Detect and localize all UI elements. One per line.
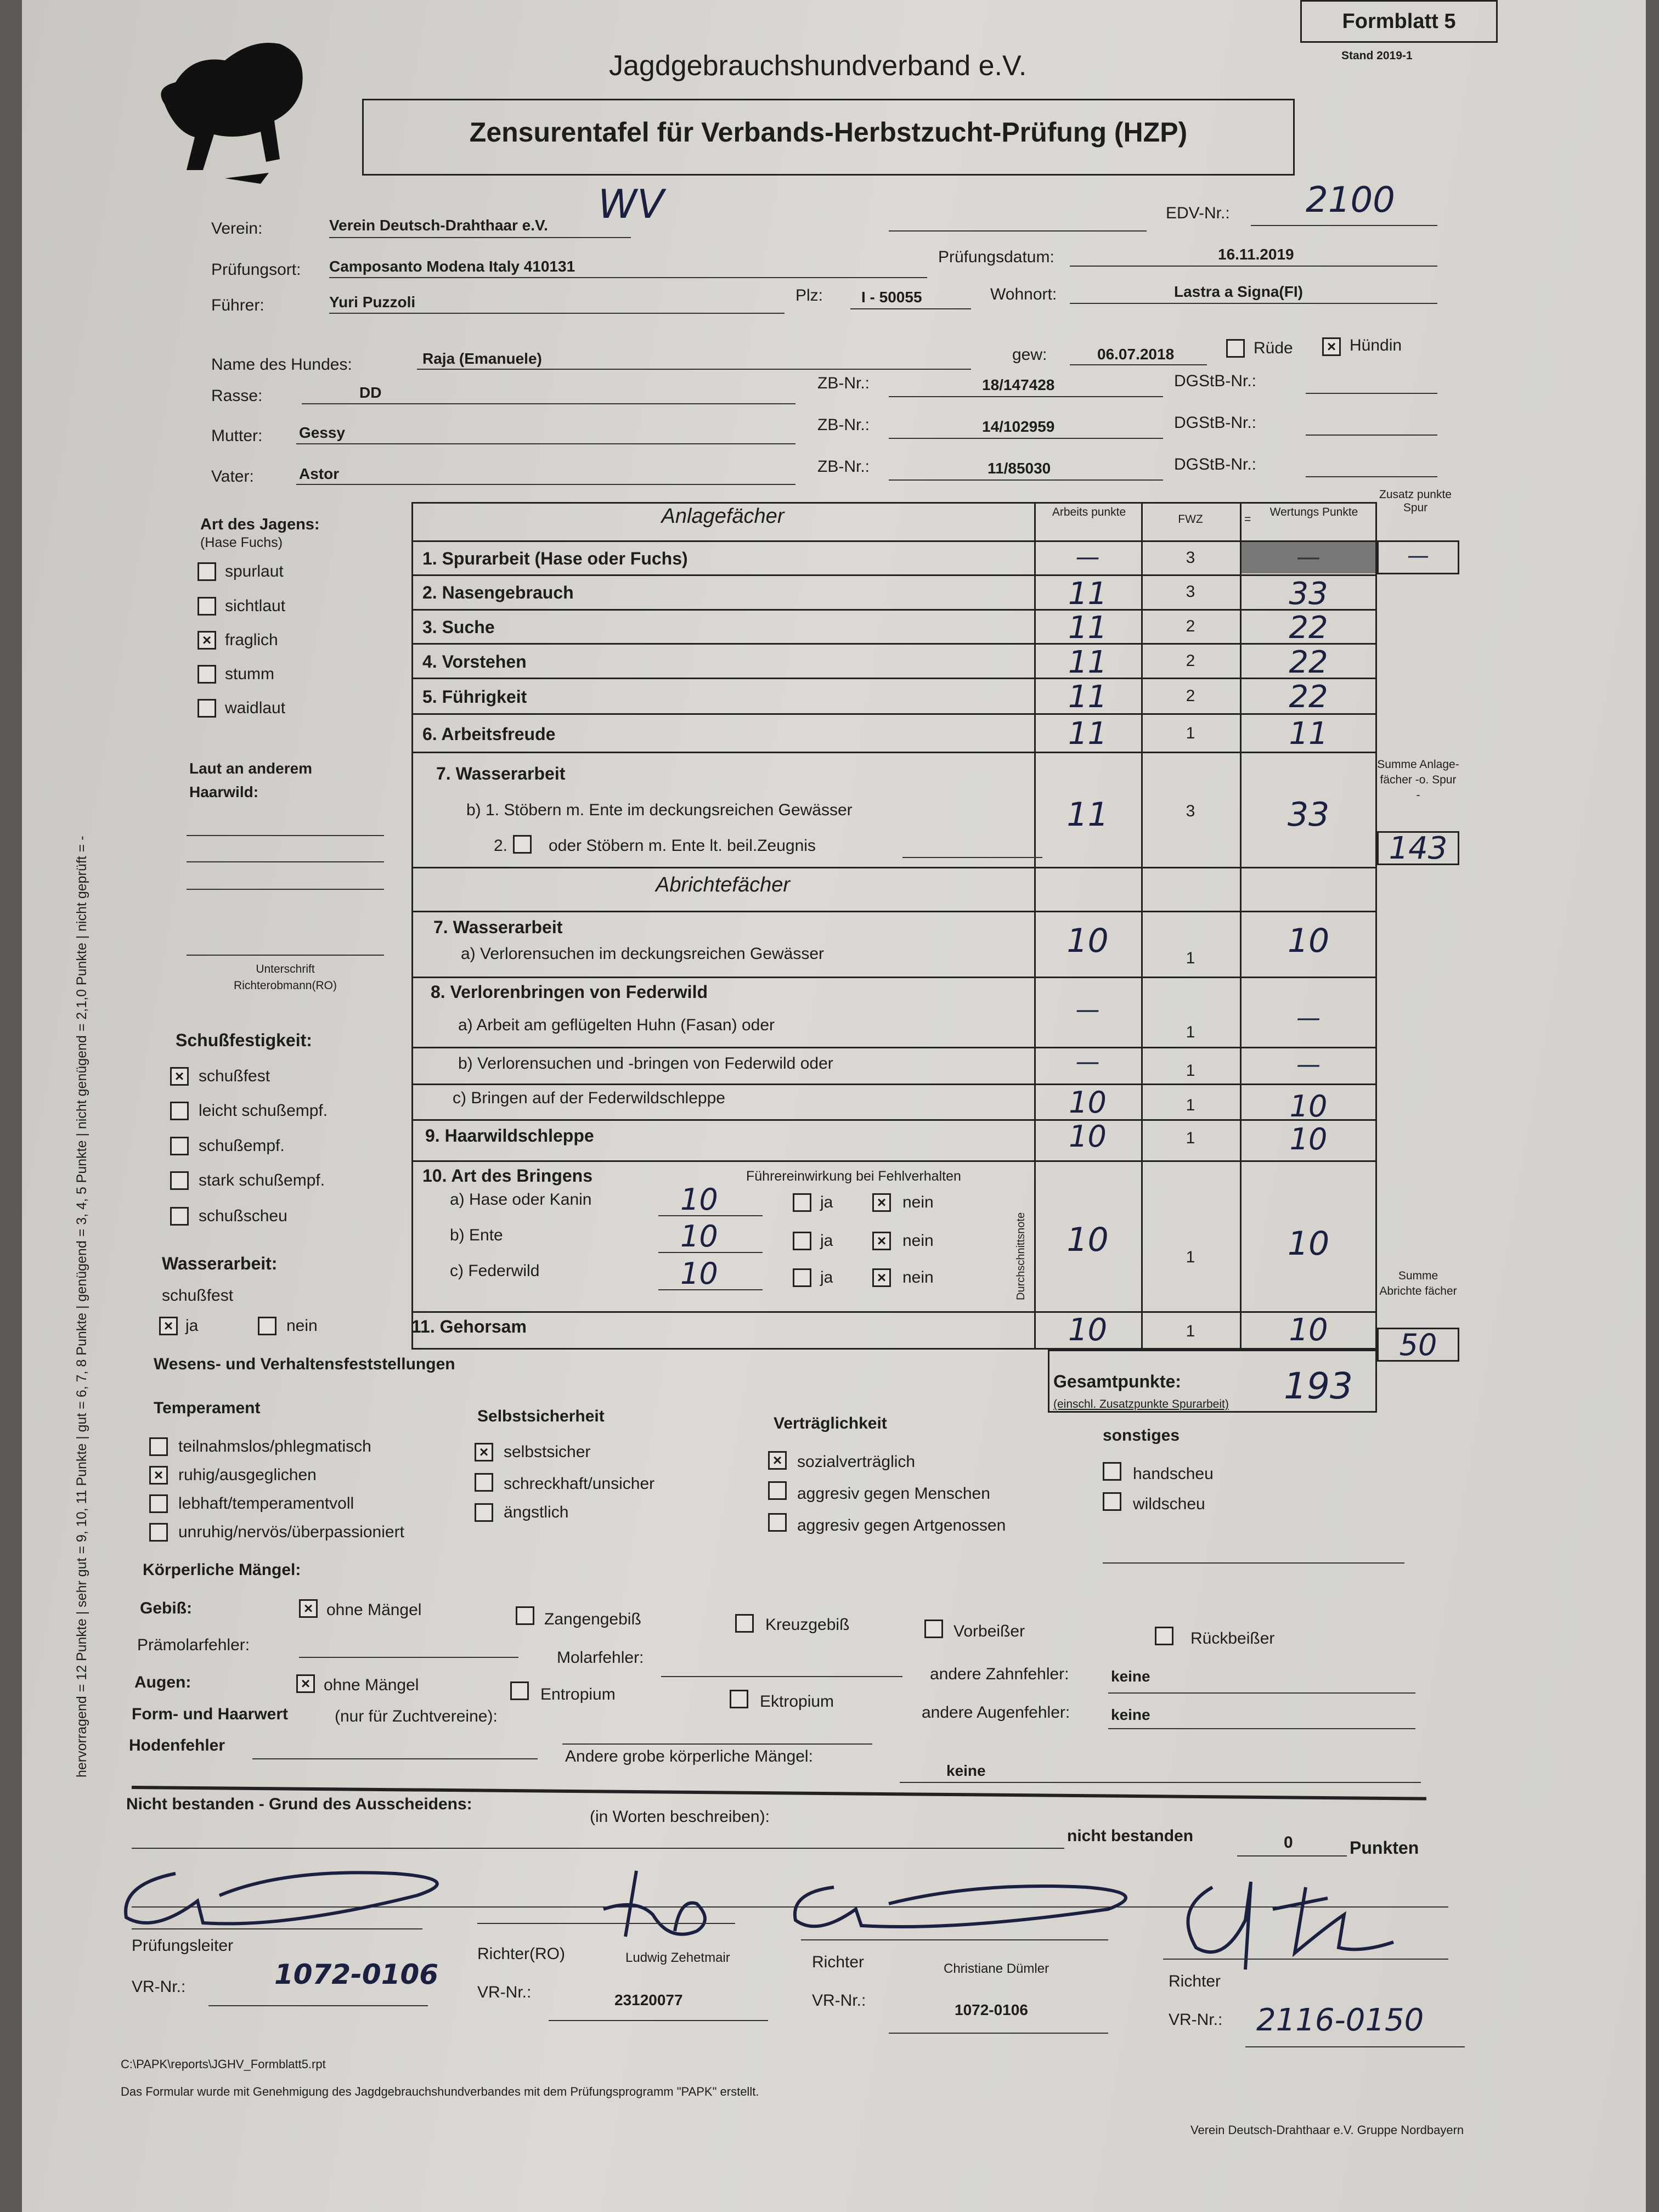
r10-ap: 10 bbox=[1066, 1221, 1109, 1259]
r2-vr-label: VR-Nr.: bbox=[812, 1991, 866, 2010]
spurlaut-label: spurlaut bbox=[225, 562, 284, 580]
anlage-header: Anlagefächer bbox=[661, 505, 785, 528]
wesen-title: Wesens- und Verhaltensfeststellungen bbox=[154, 1355, 455, 1373]
ruede-label: Rüde bbox=[1254, 339, 1293, 357]
ort-value: Camposanto Modena Italy 410131 bbox=[329, 258, 575, 275]
summe-anlage-label: Summe Anlage-fächer -o. Spur - bbox=[1377, 758, 1459, 802]
signature-richter2-icon bbox=[779, 1876, 1163, 1942]
a7-ap: 10 bbox=[1066, 922, 1109, 960]
r11-wp: 10 bbox=[1289, 1312, 1328, 1348]
wasser-b2: oder Stöbern m. Ente lt. beil.Zeugnis bbox=[549, 837, 816, 855]
org-name: Jagdgebrauchshundverband e.V. bbox=[609, 50, 1027, 82]
gebiss-label: Gebiß: bbox=[140, 1599, 192, 1617]
art-title: Art des Jagens: bbox=[200, 516, 320, 533]
r10-a-value: 10 bbox=[680, 1182, 718, 1217]
ro-label: Richter(RO) bbox=[477, 1945, 566, 1963]
fuehrigkeit-ap: 11 bbox=[1068, 679, 1108, 715]
sonst-0-label: handscheu bbox=[1133, 1465, 1214, 1483]
selbst-0-checkbox[interactable] bbox=[475, 1443, 493, 1462]
fuehrer-value: Yuri Puzzoli bbox=[329, 294, 416, 311]
nb-label: nicht bestanden bbox=[1067, 1827, 1194, 1845]
suche-ap: 11 bbox=[1068, 610, 1108, 646]
zb-label: ZB-Nr.: bbox=[817, 374, 870, 392]
vert-0-checkbox[interactable] bbox=[768, 1451, 787, 1470]
spur-fwz: 3 bbox=[1186, 549, 1195, 567]
r9-ap: 10 bbox=[1069, 1119, 1107, 1154]
r10-fwz: 1 bbox=[1186, 1248, 1195, 1266]
r9-wp: 10 bbox=[1289, 1122, 1328, 1156]
schussscheu-checkbox[interactable] bbox=[170, 1207, 189, 1226]
selbst-title: Selbstsicherheit bbox=[477, 1407, 605, 1425]
abricht-header: Abrichtefächer bbox=[655, 873, 790, 896]
leiter-vr-label: VR-Nr.: bbox=[132, 1978, 186, 1996]
temperament-title: Temperament bbox=[154, 1399, 261, 1417]
unterschrift-ro-label: Richterobmann(RO) bbox=[234, 979, 337, 992]
gew-label: gew: bbox=[1012, 346, 1047, 364]
col-fwz: FWZ bbox=[1178, 513, 1203, 526]
punkten-label: Punkten bbox=[1350, 1838, 1419, 1858]
temp-0-label: teilnahmslos/phlegmatisch bbox=[178, 1437, 371, 1455]
vert-title: Verträglichkeit bbox=[774, 1414, 887, 1432]
r10-b-nein: nein bbox=[902, 1232, 934, 1250]
koerper-title: Körperliche Mängel: bbox=[143, 1561, 301, 1579]
datum-value: 16.11.2019 bbox=[1218, 246, 1294, 263]
row-arbeitsfreude: 6. Arbeitsfreude bbox=[422, 724, 556, 744]
wasser-sub: schußfest bbox=[162, 1286, 234, 1305]
durchschnittsnote: Durchschnittsnote bbox=[1015, 1212, 1027, 1300]
mutter-value: Gessy bbox=[299, 424, 346, 441]
summe-abricht: 50 bbox=[1399, 1328, 1437, 1362]
leiter-label: Prüfungsleiter bbox=[132, 1937, 234, 1955]
row-spurarbeit: 1. Spurarbeit (Hase oder Fuchs) bbox=[422, 549, 688, 568]
spurlaut-checkbox[interactable] bbox=[198, 562, 216, 581]
plz-value: I - 50055 bbox=[861, 289, 922, 306]
schussempf-checkbox[interactable] bbox=[170, 1137, 189, 1155]
r8-c-fwz: 1 bbox=[1186, 1096, 1195, 1114]
kreuz-label: Kreuzgebiß bbox=[765, 1616, 850, 1634]
summe-anlage: 143 bbox=[1389, 831, 1448, 866]
r8-b: b) Verlorensuchen und -bringen von Federwild oder bbox=[458, 1054, 833, 1073]
entropium-label: Entropium bbox=[540, 1685, 616, 1703]
r10-c-ja: ja bbox=[820, 1268, 833, 1286]
footer-gruppe: Verein Deutsch-Drahthaar e.V. Gruppe Nordbayern bbox=[1190, 2123, 1464, 2137]
wasser-b: b) 1. Stöbern m. Ente im deckungsreichen Gewässer bbox=[466, 801, 853, 819]
r8-a-fwz: 1 bbox=[1186, 1023, 1195, 1041]
r2-name: Christiane Dümler bbox=[944, 1961, 1049, 1976]
mutter-label: Mutter: bbox=[211, 427, 263, 445]
wasser-a-sub: a) Verlorensuchen im deckungsreichen Gewässer bbox=[461, 945, 825, 963]
r3-vr-value: 2116-0150 bbox=[1256, 2002, 1424, 2038]
selbst-2-checkbox[interactable] bbox=[475, 1503, 493, 1522]
r10-c-nein: nein bbox=[902, 1268, 934, 1286]
waidlaut-checkbox[interactable] bbox=[198, 699, 216, 718]
leiter-vr-value: 1072-0106 bbox=[274, 1959, 439, 1990]
vert-1-checkbox[interactable] bbox=[768, 1481, 787, 1500]
r10-b-ja: ja bbox=[820, 1232, 833, 1250]
temp-1-label: ruhig/ausgeglichen bbox=[178, 1466, 317, 1484]
laut-title-2: Haarwild: bbox=[189, 783, 259, 800]
a7-wp: 10 bbox=[1287, 922, 1330, 960]
selbst-2-label: ängstlich bbox=[504, 1503, 569, 1521]
hoden-label: Hodenfehler bbox=[129, 1736, 225, 1754]
vater-label: Vater: bbox=[211, 467, 254, 486]
ro-name: Ludwig Zehetmair bbox=[625, 1950, 730, 1965]
ro-vr-value: 23120077 bbox=[614, 1991, 683, 2008]
verein-label: Verein: bbox=[211, 219, 263, 238]
form-sheet bbox=[22, 0, 1646, 2212]
row-verlorenbringen: 8. Verlorenbringen von Federwild bbox=[431, 982, 708, 1002]
selbst-1-checkbox[interactable] bbox=[475, 1473, 493, 1492]
temp-0-checkbox[interactable] bbox=[149, 1437, 168, 1456]
ro-vr-label: VR-Nr.: bbox=[477, 1983, 532, 2001]
laut-title: Laut an anderem bbox=[189, 760, 313, 777]
r10-c-ja-checkbox[interactable] bbox=[793, 1268, 811, 1287]
wasser-ja-label: ja bbox=[185, 1317, 199, 1335]
r10-c: c) Federwild bbox=[450, 1262, 540, 1280]
wasser7-ap: 11 bbox=[1066, 795, 1109, 834]
grob-value: keine bbox=[946, 1762, 986, 1779]
dgstb-label: DGStB-Nr.: bbox=[1174, 372, 1257, 390]
ruede-checkbox[interactable] bbox=[1226, 339, 1245, 358]
nase-fwz: 3 bbox=[1186, 583, 1195, 601]
gesamt-value: 193 bbox=[1284, 1365, 1353, 1407]
r9-fwz: 1 bbox=[1186, 1129, 1195, 1147]
col-eq: = bbox=[1244, 513, 1251, 526]
gebiss-ohne-checkbox[interactable] bbox=[299, 1599, 318, 1618]
summe-abricht-label: Summe Abrichte fächer bbox=[1379, 1269, 1457, 1297]
wasser-b2-checkbox[interactable] bbox=[513, 835, 532, 854]
schussempf-label: schußempf. bbox=[199, 1137, 285, 1155]
grob-label: Andere grobe körperliche Mängel: bbox=[565, 1747, 813, 1765]
nase-wp: 33 bbox=[1289, 576, 1328, 612]
r8-b-fwz: 1 bbox=[1186, 1062, 1195, 1080]
suche-fwz: 2 bbox=[1186, 617, 1195, 635]
row-wasserarbeit: 7. Wasserarbeit bbox=[436, 764, 566, 783]
page-title: Zensurentafel für Verbands-Herbstzucht-Prüfung (HZP) bbox=[469, 117, 1188, 148]
row-haarwildschleppe: 9. Haarwildschleppe bbox=[425, 1126, 594, 1146]
stumm-label: stumm bbox=[225, 665, 274, 683]
row-wasserarbeit-a: 7. Wasserarbeit bbox=[433, 917, 563, 937]
andere-augen-label: andere Augenfehler: bbox=[922, 1703, 1070, 1722]
datum-label: Prüfungsdatum: bbox=[938, 248, 1054, 266]
ektropium-checkbox[interactable] bbox=[730, 1690, 748, 1708]
verein-value: Verein Deutsch-Drahthaar e.V. bbox=[329, 217, 548, 234]
signature-leiter-icon bbox=[110, 1863, 483, 1939]
hund-label: Name des Hundes: bbox=[211, 356, 352, 374]
r8-c: c) Bringen auf der Federwildschleppe bbox=[453, 1089, 725, 1107]
r10-a-nein: nein bbox=[902, 1193, 934, 1211]
zb-value: 18/147428 bbox=[982, 376, 1055, 393]
vater-value: Astor bbox=[299, 465, 340, 482]
nb-value: 0 bbox=[1284, 1833, 1293, 1852]
ort-label: Prüfungsort: bbox=[211, 261, 301, 279]
col-wertung: Wertungs Punkte bbox=[1269, 506, 1358, 518]
andere-zahn-value: keine bbox=[1111, 1668, 1150, 1685]
vater-zb-label: ZB-Nr.: bbox=[817, 458, 870, 476]
r8-b-ap: — bbox=[1075, 1048, 1100, 1076]
r10-hint: Führereinwirkung bei Fehlverhalten bbox=[746, 1169, 961, 1184]
r10-c-nein-checkbox[interactable] bbox=[872, 1268, 891, 1287]
art-sub: (Hase Fuchs) bbox=[200, 535, 283, 550]
temp-2-checkbox[interactable] bbox=[149, 1494, 168, 1513]
arbeitsfreude-fwz: 1 bbox=[1186, 724, 1195, 742]
form-sub: (nur für Zuchtvereine): bbox=[335, 1707, 498, 1725]
ektropium-label: Ektropium bbox=[760, 1692, 834, 1711]
suche-wp: 22 bbox=[1289, 610, 1328, 646]
richter3-label: Richter bbox=[1169, 1972, 1221, 1990]
fuehrer-label: Führer: bbox=[211, 296, 264, 314]
unterschrift-label: Unterschrift bbox=[256, 963, 315, 975]
dog-logo-icon bbox=[143, 22, 324, 187]
leicht-label: leicht schußempf. bbox=[199, 1102, 328, 1120]
schuss-title: Schußfestigkeit: bbox=[176, 1030, 312, 1050]
sichtlaut-checkbox[interactable] bbox=[198, 597, 216, 616]
schussscheu-label: schußscheu bbox=[199, 1207, 287, 1225]
wasser-nein-label: nein bbox=[286, 1317, 318, 1335]
nase-ap: 11 bbox=[1068, 576, 1108, 612]
r11-ap: 10 bbox=[1068, 1312, 1108, 1348]
col-zusatz: Zusatz punkte Spur bbox=[1379, 488, 1452, 514]
vert-1-label: aggresiv gegen Menschen bbox=[797, 1485, 990, 1503]
gew-value: 06.07.2018 bbox=[1097, 346, 1175, 363]
r10-a-nein-checkbox[interactable] bbox=[872, 1193, 891, 1212]
selbst-0-label: selbstsicher bbox=[504, 1443, 591, 1461]
arbeitsfreude-ap: 11 bbox=[1068, 716, 1108, 752]
stand-label: Stand 2019-1 bbox=[1341, 49, 1413, 62]
gebiss-ohne-label: ohne Mängel bbox=[326, 1601, 422, 1619]
zangen-label: Zangengebiß bbox=[544, 1610, 641, 1628]
r10-b-value: 10 bbox=[680, 1219, 718, 1254]
rueckbeisser-checkbox[interactable] bbox=[1155, 1627, 1173, 1645]
nicht-sub: (in Worten beschreiben): bbox=[590, 1808, 770, 1826]
rasse-label: Rasse: bbox=[211, 387, 263, 405]
form-label: Form- und Haarwert bbox=[132, 1705, 289, 1723]
stumm-checkbox[interactable] bbox=[198, 665, 216, 684]
mutter-zb-value: 14/102959 bbox=[982, 418, 1055, 435]
r3-vr-label: VR-Nr.: bbox=[1169, 2011, 1223, 2029]
r10-b-ja-checkbox[interactable] bbox=[793, 1232, 811, 1250]
entropium-checkbox[interactable] bbox=[510, 1681, 529, 1700]
row-gehorsam: 11. Gehorsam bbox=[411, 1317, 527, 1336]
r8-a: a) Arbeit am geflügelten Huhn (Fasan) oder bbox=[458, 1016, 775, 1034]
gesamt-sub: (einschl. Zusatzpunkte Spurarbeit) bbox=[1053, 1398, 1229, 1410]
r2-vr-value: 1072-0106 bbox=[955, 2001, 1028, 2018]
nicht-label: Nicht bestanden - Grund des Ausscheidens: bbox=[126, 1795, 472, 1813]
augen-ohne-label: ohne Mängel bbox=[324, 1676, 419, 1694]
r10-a-ja: ja bbox=[820, 1193, 833, 1211]
molar-label: Molarfehler: bbox=[557, 1649, 644, 1667]
richter2-label: Richter bbox=[812, 1953, 865, 1971]
huendin-label: Hündin bbox=[1350, 336, 1402, 354]
r8-c-ap: 10 bbox=[1069, 1085, 1107, 1120]
arbeitsfreude-wp: 11 bbox=[1289, 716, 1328, 752]
waidlaut-label: waidlaut bbox=[225, 699, 286, 717]
sonst-title: sonstiges bbox=[1103, 1426, 1180, 1444]
wohnort-label: Wohnort: bbox=[990, 285, 1057, 303]
leicht-checkbox[interactable] bbox=[170, 1102, 189, 1120]
r10-c-value: 10 bbox=[680, 1256, 718, 1291]
r10-b-nein-checkbox[interactable] bbox=[872, 1232, 891, 1250]
mutter-zb-label: ZB-Nr.: bbox=[817, 416, 870, 434]
r10-a-ja-checkbox[interactable] bbox=[793, 1193, 811, 1212]
sichtlaut-label: sichtlaut bbox=[225, 597, 286, 615]
sonst-0-checkbox[interactable] bbox=[1103, 1462, 1121, 1481]
mutter-dgstb-label: DGStB-Nr.: bbox=[1174, 414, 1257, 432]
fuehrigkeit-wp: 22 bbox=[1289, 679, 1328, 715]
fraglich-checkbox[interactable] bbox=[198, 631, 216, 650]
augen-label: Augen: bbox=[134, 1673, 191, 1691]
a7-fwz: 1 bbox=[1186, 949, 1195, 967]
huendin-checkbox[interactable] bbox=[1322, 337, 1341, 356]
formblatt-label: Formblatt 5 bbox=[1342, 10, 1456, 33]
stark-checkbox[interactable] bbox=[170, 1171, 189, 1190]
fraglich-label: fraglich bbox=[225, 631, 278, 649]
temp-3-checkbox[interactable] bbox=[149, 1523, 168, 1542]
vorbeisser-label: Vorbeißer bbox=[953, 1622, 1025, 1640]
temp-2-label: lebhaft/temperamentvoll bbox=[178, 1494, 354, 1513]
kreuz-checkbox[interactable] bbox=[735, 1614, 754, 1633]
temp-3-label: unruhig/nervös/überpassioniert bbox=[178, 1523, 404, 1541]
zangen-checkbox[interactable] bbox=[516, 1606, 534, 1625]
r11-fwz: 1 bbox=[1186, 1322, 1195, 1340]
r8-a-ap: — bbox=[1075, 996, 1100, 1024]
sonst-1-label: wildscheu bbox=[1133, 1495, 1205, 1513]
stark-label: stark schußempf. bbox=[199, 1171, 325, 1189]
praemolar-label: Prämolarfehler: bbox=[137, 1636, 250, 1654]
row-suche: 3. Suche bbox=[422, 617, 495, 637]
wv-mark: WV bbox=[598, 181, 664, 227]
vater-dgstb-label: DGStB-Nr.: bbox=[1174, 455, 1257, 473]
spur-wp: — bbox=[1296, 543, 1321, 571]
fuehrigkeit-fwz: 2 bbox=[1186, 687, 1195, 705]
r10-a: a) Hase oder Kanin bbox=[450, 1190, 592, 1209]
row-vorstehen: 4. Vorstehen bbox=[422, 652, 527, 672]
r8-a-wp: — bbox=[1296, 1004, 1321, 1032]
zusatz-value: — bbox=[1407, 543, 1429, 568]
wasser-b2-num: 2. bbox=[494, 837, 508, 855]
wasser7-fwz: 3 bbox=[1186, 802, 1195, 820]
vert-0-label: sozialverträglich bbox=[797, 1453, 916, 1471]
gesamt-label: Gesamtpunkte: bbox=[1053, 1372, 1181, 1391]
wasser-title: Wasserarbeit: bbox=[162, 1254, 278, 1273]
augen-ohne-checkbox[interactable] bbox=[296, 1674, 315, 1693]
r10-b: b) Ente bbox=[450, 1226, 503, 1244]
r10-wp: 10 bbox=[1287, 1224, 1330, 1263]
grade-scale: hervorragend = 12 Punkte | sehr gut = 9, 10, 11 Punkte | gut = 6, 7, 8 Punkte | genügend = 3, 4, 5 Punkte | nicht genügend = 2,1,0 Punkte | nicht geprüft = - bbox=[74, 836, 89, 1778]
selbst-1-label: schreckhaft/unsicher bbox=[504, 1475, 655, 1493]
sonst-1-checkbox[interactable] bbox=[1103, 1492, 1121, 1511]
hund-value: Raja (Emanuele) bbox=[422, 350, 542, 367]
signature-ro-icon bbox=[571, 1865, 735, 1953]
r8-b-wp: — bbox=[1296, 1051, 1321, 1079]
vorstehen-ap: 11 bbox=[1068, 645, 1108, 680]
row-nasengebrauch: 2. Nasengebrauch bbox=[422, 583, 574, 602]
vorstehen-fwz: 2 bbox=[1186, 652, 1195, 670]
schussfest-label: schußfest bbox=[199, 1067, 270, 1085]
footer-note: Das Formular wurde mit Genehmigung des Jagdgebrauchshundverbandes mit dem Prüfungsprogramm "PAPK" erstellt. bbox=[121, 2085, 759, 2098]
wasser-nein-checkbox[interactable] bbox=[258, 1317, 276, 1335]
edv-value: 2100 bbox=[1306, 180, 1395, 221]
edv-label: EDV-Nr.: bbox=[1166, 204, 1230, 222]
row-fuehrigkeit: 5. Führigkeit bbox=[422, 687, 527, 707]
wasser-ja-checkbox[interactable] bbox=[159, 1317, 178, 1335]
col-arbeit: Arbeits punkte bbox=[1052, 506, 1126, 518]
rasse-value: DD bbox=[359, 384, 382, 401]
andere-augen-value: keine bbox=[1111, 1706, 1150, 1723]
spur-ap: — bbox=[1075, 543, 1100, 571]
vorstehen-wp: 22 bbox=[1289, 645, 1328, 680]
r8-c-wp: 10 bbox=[1289, 1089, 1328, 1124]
rueckbeisser-label: Rückbeißer bbox=[1190, 1629, 1275, 1647]
vater-zb-value: 11/85030 bbox=[988, 460, 1051, 477]
footer-path: C:\PAPK\reports\JGHV_Formblatt5.rpt bbox=[121, 2057, 326, 2071]
schussfest-checkbox[interactable] bbox=[170, 1067, 189, 1086]
plz-label: Plz: bbox=[795, 286, 823, 304]
vorbeisser-checkbox[interactable] bbox=[924, 1620, 943, 1638]
wasser7-wp: 33 bbox=[1287, 795, 1330, 834]
row-art-des-bringens: 10. Art des Bringens bbox=[422, 1166, 593, 1186]
vert-2-label: aggresiv gegen Artgenossen bbox=[797, 1516, 1006, 1534]
vert-2-checkbox[interactable] bbox=[768, 1513, 787, 1532]
andere-zahn-label: andere Zahnfehler: bbox=[930, 1665, 1069, 1683]
temp-1-checkbox[interactable] bbox=[149, 1466, 168, 1485]
wohnort-value: Lastra a Signa(FI) bbox=[1174, 283, 1303, 300]
